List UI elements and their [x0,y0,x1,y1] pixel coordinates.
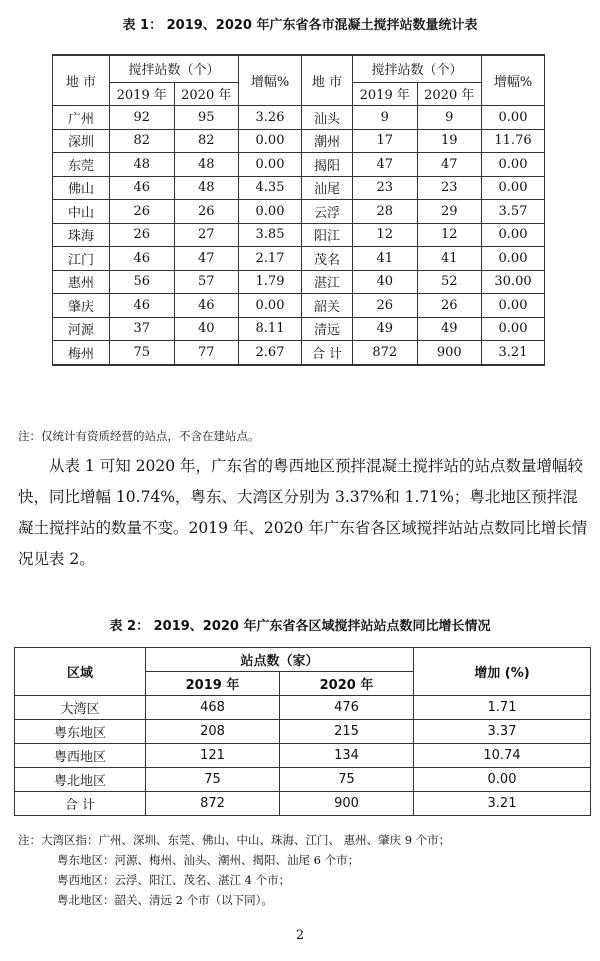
city-name: 湛江 [302,270,353,294]
region-name: 粤西地区 [15,744,146,768]
total-2020: 900 [417,341,482,365]
count-2019: 468 [146,696,280,720]
city-name: 清远 [302,317,353,341]
header-city: 地 市 [302,55,353,106]
growth-value: 0.00 [239,153,302,177]
count-2020: 75 [280,768,414,792]
count-2019: 12 [353,223,418,247]
total-2019: 872 [353,341,418,365]
city-name: 潮州 [302,129,353,153]
city-name: 阳江 [302,223,353,247]
count-2019: 46 [110,176,175,200]
growth-value: 0.00 [482,176,545,200]
table2-note: 粤西地区：云浮、阳江、茂名、湛江 4 个市； [57,873,291,887]
city-name: 珠海 [53,223,110,247]
total-increase: 3.21 [414,792,591,816]
count-2019: 75 [110,341,175,365]
count-2019: 9 [353,106,418,130]
table2-note: 注：大湾区指：广州、深圳、东莞、佛山、中山、珠海、江门、 惠州、肇庆 9 个市； [18,833,451,847]
growth-value: 3.26 [239,106,302,130]
growth-value: 2.17 [239,247,302,271]
paragraph-text: 从表 1 可知 2020 年，广东省的粤西地区预拌混凝土搅拌站的站点数量增幅较快，同比增幅 10.74%，粤东、大湾区分别为 3.37%和 1.71%；粤北地区预拌混凝土搅拌站的数量不变。2019 年、2020 年广东省各区域搅拌站站点数同比增长情况见表 2。 [18,457,588,568]
growth-value: 2.67 [239,341,302,365]
count-2020: 476 [280,696,414,720]
count-2019: 23 [353,176,418,200]
table-row [15,768,591,792]
table-row [53,317,545,341]
total-label: 合 计 [15,792,146,816]
count-2019: 56 [110,270,175,294]
region-name: 粤北地区 [15,768,146,792]
table-row [53,106,545,130]
header-count: 搅拌站数（个） [110,55,239,82]
table-row [15,744,591,768]
count-2020: 23 [417,176,482,200]
count-2020: 57 [174,270,239,294]
count-2019: 37 [110,317,175,341]
count-2019: 47 [353,153,418,177]
count-2019: 26 [353,294,418,318]
increase-value: 10.74 [414,744,591,768]
growth-value: 0.00 [239,294,302,318]
header-count: 搅拌站数（个） [353,55,482,82]
table-row [53,341,545,365]
count-2020: 47 [174,247,239,271]
growth-value: 4.35 [239,176,302,200]
count-2020: 48 [174,176,239,200]
count-2019: 49 [353,317,418,341]
count-2020: 52 [417,270,482,294]
region-name: 粤东地区 [15,720,146,744]
total-label: 合 计 [302,341,353,365]
growth-value: 8.11 [239,317,302,341]
table-row [15,720,591,744]
growth-value: 0.00 [239,129,302,153]
count-2019: 28 [353,200,418,224]
count-2019: 82 [110,129,175,153]
table2-caption: 表 2： 2019、2020 年广东省各区域搅拌站站点数同比增长情况 [109,619,491,634]
count-2020: 26 [417,294,482,318]
count-2019: 46 [110,294,175,318]
header-2019: 2019 年 [110,82,175,106]
table-row [53,270,545,294]
growth-value: 0.00 [239,200,302,224]
count-2020: 49 [417,317,482,341]
count-2020: 41 [417,247,482,271]
count-2020: 9 [417,106,482,130]
table1-note: 注：仅统计有资质经营的站点，不含在建站点。 [18,429,260,443]
table-row [15,792,591,816]
count-2019: 17 [353,129,418,153]
growth-value: 0.00 [482,247,545,271]
growth-value: 0.00 [482,294,545,318]
header-2019: 2019 年 [146,672,280,696]
growth-value: 3.85 [239,223,302,247]
city-name: 梅州 [53,341,110,365]
city-name: 深圳 [53,129,110,153]
header-2019: 2019 年 [353,82,418,106]
count-2020: 29 [417,200,482,224]
count-2019: 40 [353,270,418,294]
header-growth: 增幅% [239,55,302,106]
count-2019: 26 [110,200,175,224]
count-2019: 121 [146,744,280,768]
header-region: 区域 [15,648,146,696]
header-2020: 2020 年 [280,672,414,696]
region-stats-table [14,647,591,816]
total-2019: 872 [146,792,280,816]
count-2020: 134 [280,744,414,768]
table2-note: 粤东地区：河源、梅州、汕头、潮州、揭阳、汕尾 6 个市； [57,853,360,867]
count-2020: 40 [174,317,239,341]
table-row [53,223,545,247]
increase-value: 0.00 [414,768,591,792]
count-2020: 77 [174,341,239,365]
header-2020: 2020 年 [417,82,482,106]
table-row [15,696,591,720]
growth-value: 0.00 [482,317,545,341]
city-name: 韶关 [302,294,353,318]
increase-value: 1.71 [414,696,591,720]
count-2019: 41 [353,247,418,271]
growth-value: 3.57 [482,200,545,224]
count-2020: 46 [174,294,239,318]
growth-value: 0.00 [482,106,545,130]
header-2020: 2020 年 [174,82,239,106]
city-name: 肇庆 [53,294,110,318]
count-2020: 47 [417,153,482,177]
count-2019: 208 [146,720,280,744]
table-row [53,176,545,200]
table-row [53,247,545,271]
header-growth: 增幅% [482,55,545,106]
city-name: 惠州 [53,270,110,294]
count-2020: 27 [174,223,239,247]
growth-value: 0.00 [482,153,545,177]
table1-caption: 表 1： 2019、2020 年广东省各市混凝土搅拌站数量统计表 [122,18,478,33]
count-2019: 75 [146,768,280,792]
header-count: 站点数（家） [146,648,414,672]
city-name: 云浮 [302,200,353,224]
header-city: 地 市 [53,55,110,106]
header-increase: 增加 (%) [414,648,591,696]
growth-value: 30.00 [482,270,545,294]
growth-value: 1.79 [239,270,302,294]
city-name: 茂名 [302,247,353,271]
city-name: 揭阳 [302,153,353,177]
increase-value: 3.37 [414,720,591,744]
table-row [53,200,545,224]
table-row [53,129,545,153]
total-growth: 3.21 [482,341,545,365]
count-2020: 26 [174,200,239,224]
count-2020: 12 [417,223,482,247]
total-2020: 900 [280,792,414,816]
city-name: 广州 [53,106,110,130]
table-row [53,294,545,318]
city-stats-table [52,54,545,366]
city-name: 中山 [53,200,110,224]
region-name: 大湾区 [15,696,146,720]
city-name: 江门 [53,247,110,271]
city-name: 东莞 [53,153,110,177]
count-2019: 46 [110,247,175,271]
count-2019: 48 [110,153,175,177]
count-2019: 92 [110,106,175,130]
city-name: 汕尾 [302,176,353,200]
count-2020: 215 [280,720,414,744]
count-2019: 26 [110,223,175,247]
table2-note: 粤北地区：韶关、清远 2 个市（以下同）。 [57,893,273,907]
city-name: 汕头 [302,106,353,130]
city-name: 河源 [53,317,110,341]
count-2020: 48 [174,153,239,177]
count-2020: 82 [174,129,239,153]
growth-value: 11.76 [482,129,545,153]
count-2020: 19 [417,129,482,153]
page-number: 2 [295,928,305,943]
count-2020: 95 [174,106,239,130]
growth-value: 0.00 [482,223,545,247]
body-paragraph [18,451,588,575]
table-row [53,153,545,177]
city-name: 佛山 [53,176,110,200]
